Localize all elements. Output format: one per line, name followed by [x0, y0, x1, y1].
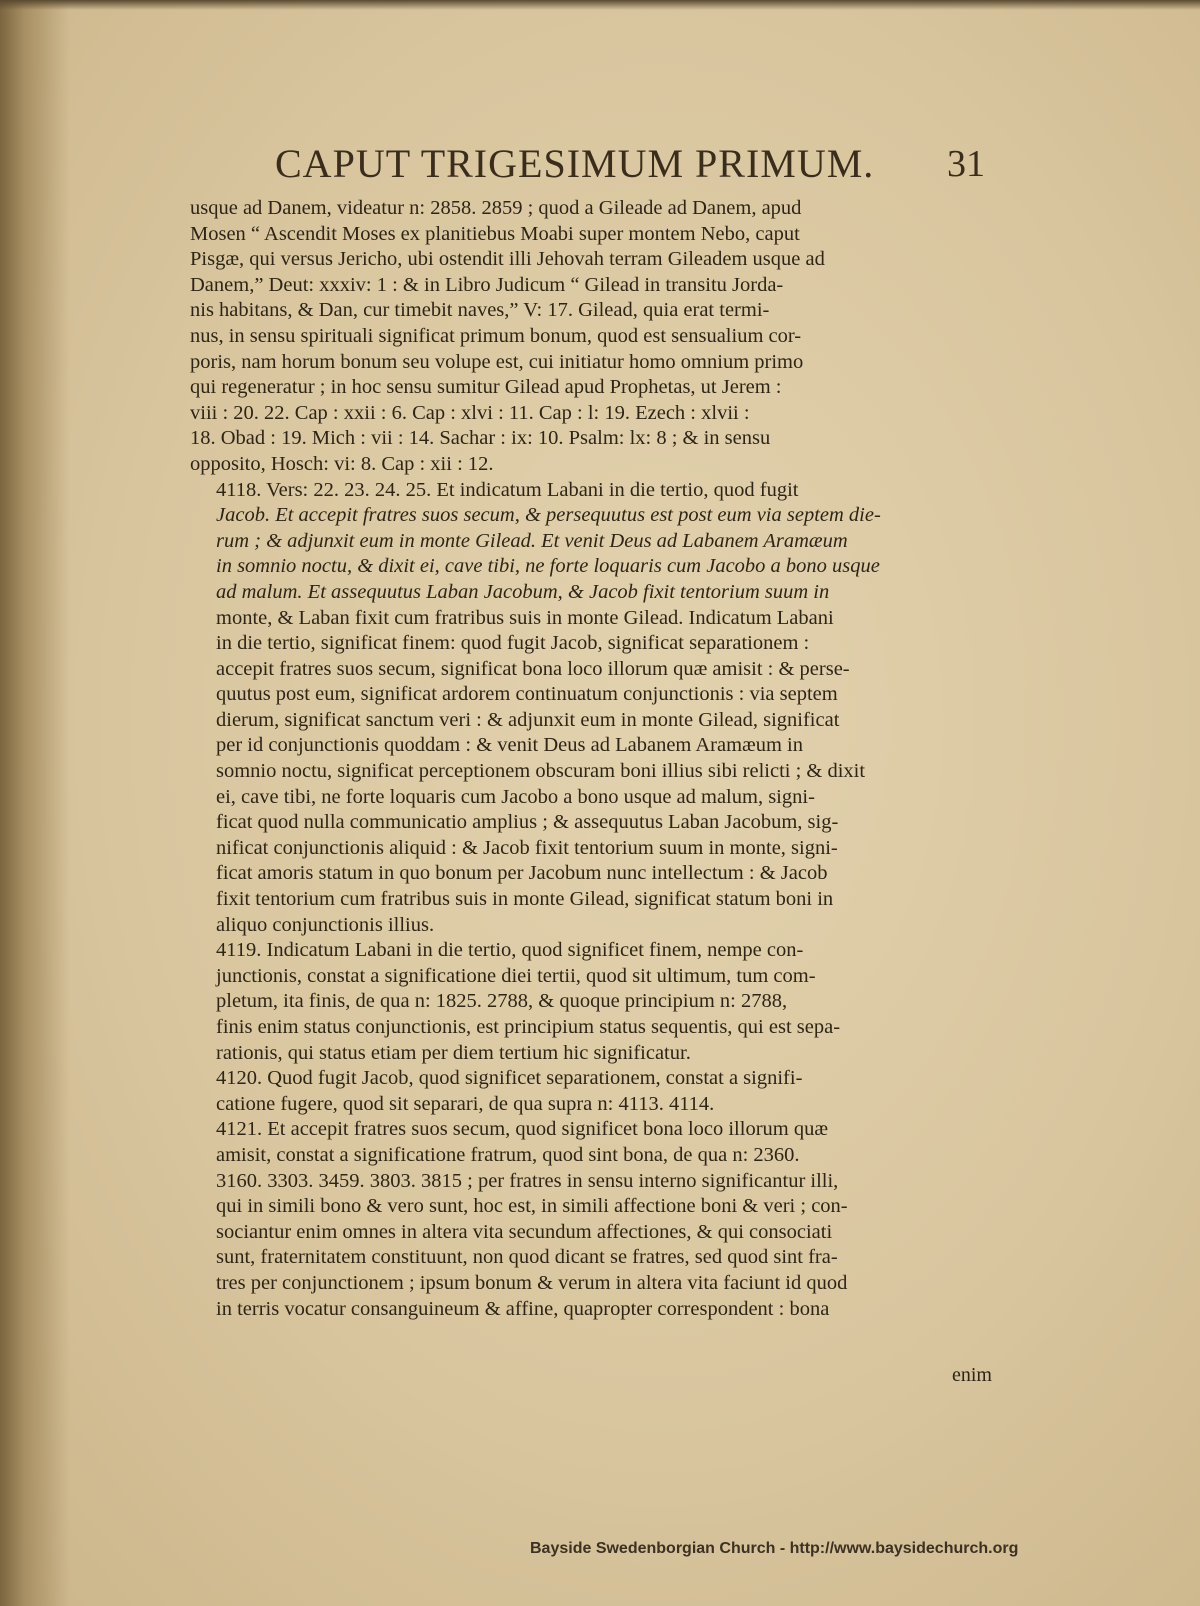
- text-line: fixit tentorium cum fratribus suis in monte Gilead, significat statum boni in: [216, 888, 834, 911]
- text-line: finis enim status conjunctionis, est principium status sequentis, qui est sepa-: [216, 1016, 841, 1038]
- text-line: usque ad Danem, videatur n: 2858. 2859 ; quod a Gileade ad Danem, apud: [190, 197, 802, 219]
- text-line: viii : 20. 22. Cap : xxii : 6. Cap : xlvi : 11. Cap : l: 19. Ezech : xlvii :: [190, 401, 750, 424]
- text-line: sunt, fraternitatem constituunt, non quod dicant se fratres, sed quod sint fra-: [216, 1246, 838, 1269]
- text-line: ficat quod nulla communicatio amplius ; & assequutus Laban Jacobum, sig-: [216, 811, 839, 834]
- watermark-credit: Bayside Swedenborgian Church - http://www.baysidechurch.org: [530, 1540, 1019, 1557]
- text-line: monte, & Laban fixit cum fratribus suis in monte Gilead. Indicatum Labani: [216, 606, 834, 629]
- text-line: qui regeneratur ; in hoc sensu sumitur Gilead apud Prophetas, ut Jerem :: [190, 376, 782, 399]
- catchword: enim: [952, 1364, 992, 1386]
- text-line: in terris vocatur consanguineum & affine, quapropter correspondent : bona: [216, 1297, 830, 1320]
- text-line: ei, cave tibi, ne forte loquaris cum Jacobo a bono usque ad malum, signi-: [216, 785, 815, 808]
- paragraph-4120: [190, 1066, 980, 1117]
- page-number: 31: [947, 143, 985, 185]
- text-line: dierum, significat sanctum veri : & adjunxit eum in monte Gilead, significat: [216, 708, 840, 731]
- top-edge: [0, 0, 1200, 10]
- text-line: Mosen “ Ascendit Moses ex planitiebus Moabi super montem Nebo, caput: [190, 222, 800, 245]
- text-line: in die tertio, significat finem: quod fugit Jacob, significat separationem :: [216, 632, 810, 655]
- text-line: qui in simili bono & vero sunt, hoc est, in simili affectione boni & veri ; con-: [216, 1195, 848, 1218]
- text-line: junctionis, constat a significatione diei tertii, quod sit ultimum, tum com-: [216, 964, 816, 987]
- paragraph-4121: [190, 1117, 980, 1322]
- text-line: rationis, qui status etiam per diem tertium hic significatur.: [216, 1041, 691, 1064]
- text-line: nus, in sensu spirituali significat primum bonum, quod est sensualium cor-: [190, 324, 802, 347]
- binding-shadow: [0, 0, 70, 1606]
- paragraph-4118: [190, 478, 980, 939]
- text-line: aliquo conjunctionis illius.: [216, 913, 435, 936]
- text-line: somnio noctu, significat perceptionem obscuram boni illius sibi relicti ; & dixit: [216, 760, 866, 783]
- text-line: accepit fratres suos secum, significat bona loco illorum quæ amisit : & perse-: [216, 657, 850, 680]
- text-line: per id conjunctionis quoddam : & venit Deus ad Labanem Aramæum in: [216, 734, 803, 757]
- text-line: 4119. Indicatum Labani in die tertio, quod significet finem, nempe con-: [216, 939, 804, 962]
- text-line: rum ; & adjunxit eum in monte Gilead. Et venit Deus ad Labanem Aramæum: [216, 529, 848, 552]
- text-line: 3160. 3303. 3459. 3803. 3815 ; per fratres in sensu interno significantur illi,: [216, 1169, 839, 1192]
- text-line: Danem,” Deut: xxxiv: 1 : & in Libro Judicum “ Gilead in transitu Jorda-: [190, 273, 784, 296]
- text-line: tres per conjunctionem ; ipsum bonum & verum in altera vita faciunt id quod: [216, 1271, 848, 1294]
- text-line: Jacob. Et accepit fratres suos secum, & persequutus est post eum via septem die-: [216, 504, 881, 527]
- text-line: poris, nam horum bonum seu volupe est, cui initiatur homo omnium primo: [190, 350, 804, 373]
- text-line: ad malum. Et assequutus Laban Jacobum, & Jacob fixit tentorium suum in: [216, 580, 830, 603]
- text-line: 4120. Quod fugit Jacob, quod significet separationem, constat a signifi-: [216, 1067, 803, 1090]
- text-line: amisit, constat a significatione fratrum, quod sint bona, de qua n: 2360.: [216, 1143, 800, 1166]
- text-line: in somnio noctu, & dixit ei, cave tibi, ne forte loquaris cum Jacobo a bono usque: [216, 555, 880, 578]
- text-line: 4121. Et accepit fratres suos secum, quod significet bona loco illorum quæ: [216, 1118, 829, 1141]
- page-header: [195, 140, 995, 190]
- text-line: opposito, Hosch: vi: 8. Cap : xii : 12.: [190, 452, 494, 475]
- paragraph-4119: [190, 938, 980, 1066]
- running-title: CAPUT TRIGESIMUM PRIMUM.: [275, 141, 875, 186]
- text-line: catione fugere, quod sit separari, de qua supra n: 4113. 4114.: [216, 1092, 715, 1115]
- text-line: Pisgæ, qui versus Jericho, ubi ostendit illi Jehovah terram Gileadem usque ad: [190, 248, 825, 271]
- text-line: ficat amoris statum in quo bonum per Jacobum nunc intellectum : & Jacob: [216, 862, 828, 885]
- page-body: [190, 196, 980, 1322]
- text-line: nificat conjunctionis aliquid : & Jacob fixit tentorium suum in monte, signi-: [216, 836, 838, 859]
- text-line: quutus post eum, significat ardorem continuatum conjunctionis : via septem: [216, 683, 838, 706]
- text-line: pletum, ita finis, de qua n: 1825. 2788, & quoque principium n: 2788,: [216, 990, 788, 1013]
- text-line: 4118. Vers: 22. 23. 24. 25. Et indicatum Labani in die tertio, quod fugit: [216, 478, 799, 501]
- text-line: sociantur enim omnes in altera vita secundum affectiones, & qui consociati: [216, 1220, 833, 1243]
- text-line: nis habitans, & Dan, cur timebit naves,” V: 17. Gilead, quia erat termi-: [190, 299, 770, 322]
- text-line: 18. Obad : 19. Mich : vii : 14. Sachar : ix: 10. Psalm: lx: 8 ; & in sensu: [190, 427, 771, 450]
- paragraph-continuation: [190, 196, 980, 478]
